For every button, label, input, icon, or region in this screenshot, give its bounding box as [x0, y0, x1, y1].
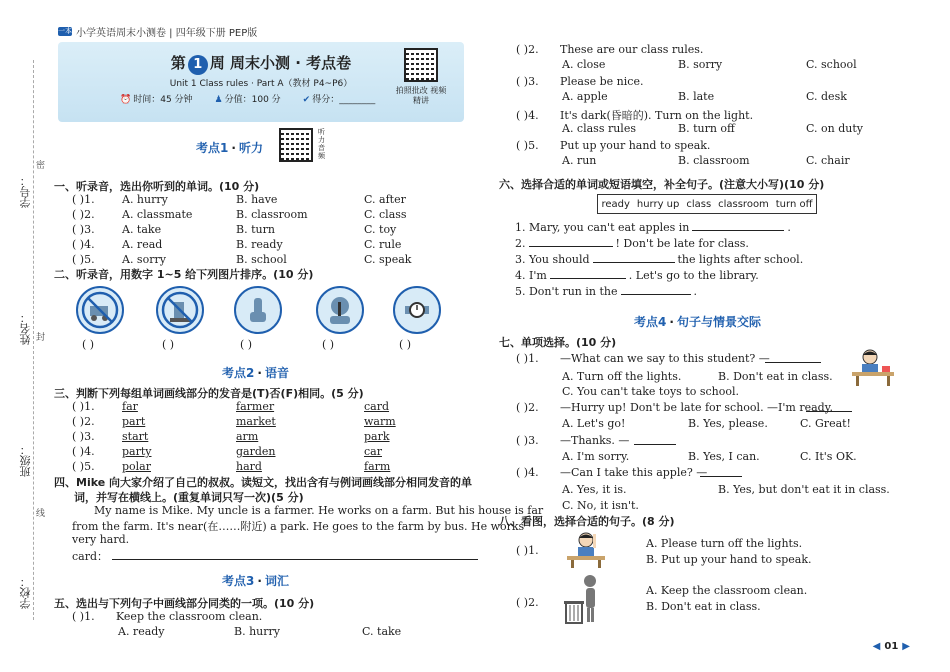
- answer-paren[interactable]: ( )4.: [516, 109, 539, 122]
- hand-up-icon: [234, 286, 282, 334]
- school-label: 学校：: [19, 576, 32, 609]
- choice-question: [516, 401, 833, 414]
- answer-paren[interactable]: ( )1.: [72, 193, 95, 206]
- example-word: card：: [72, 550, 109, 563]
- fill-blank-tail: ! Don't be late for class.: [615, 237, 749, 250]
- option-c: C. chair: [806, 154, 850, 167]
- choice-option-text: B. Yes, please.: [688, 417, 768, 430]
- audio-qr-note: 听力音频: [318, 128, 325, 160]
- option-a: A. read: [122, 238, 163, 251]
- phonics-word: farmer: [236, 400, 275, 413]
- page-footer: [873, 641, 910, 652]
- choice-option-text: B. Don't eat in class.: [718, 370, 833, 383]
- q4-title-line1: 四、Mike 向大家介绍了自己的叔叔。读短文，找出含有与例词画线部分相同发音的单: [54, 476, 473, 489]
- option-a: A. class rules: [562, 122, 636, 135]
- option-c: C. class: [364, 208, 407, 221]
- answer-paren[interactable]: ( )1.: [72, 400, 95, 413]
- listen-item: [72, 193, 406, 206]
- class-label: 班级：: [19, 444, 32, 477]
- exam-meta: ⏰ 时间：45 分钟 ♟ 分值：100 分 ✔ 得分：________: [120, 95, 376, 105]
- page-title: 第 1 周 周末小测 · 考点卷: [58, 52, 464, 75]
- option-a: A. run: [562, 154, 597, 167]
- choice-option: [718, 370, 833, 383]
- answer-paren[interactable]: ( )4.: [516, 466, 539, 479]
- seal-xian: 线: [36, 509, 46, 519]
- answer-paren[interactable]: ( )2.: [516, 596, 539, 609]
- fill-blank-item: [515, 268, 759, 282]
- choice-stem: —Hurry up! Don't be late for school. —I'm ready.: [560, 401, 833, 414]
- choice-option-text: B. Yes, but don't eat it in class.: [718, 483, 890, 496]
- vocab-sentence: It's dark(昏暗的). Turn on the light.: [560, 109, 754, 122]
- check-icon: ✔: [302, 95, 311, 105]
- choice-option: [688, 417, 768, 430]
- fill-blank-lead: 1. Mary, you can't eat apples in: [515, 221, 690, 234]
- choice-question: [516, 352, 770, 365]
- choice-option: [800, 450, 857, 463]
- passage-line-2: from the farm. It's near(在……附近) a park. He goes to the farm by bus. He works: [72, 520, 525, 533]
- vocab-question: [516, 75, 643, 88]
- answer-paren[interactable]: ( )2.: [516, 43, 539, 56]
- picture-option-text: B. Put up your hand to speak.: [646, 553, 812, 566]
- vocab-sentence: Please be nice.: [560, 75, 644, 88]
- fill-blank-tail: . Let's go to the library.: [628, 269, 759, 282]
- option-a: A. hurry: [122, 193, 168, 206]
- phonics-word: arm: [236, 430, 259, 443]
- phonics-item: [72, 445, 382, 458]
- vocab-sentence: These are our class rules.: [560, 43, 704, 56]
- vocab-sentence: Put up your hand to speak.: [560, 139, 711, 152]
- fill-blank-line[interactable]: [529, 236, 613, 247]
- header-card: [58, 42, 464, 122]
- option-a: A. ready: [118, 625, 165, 638]
- name-label: 姓名：: [19, 312, 32, 345]
- no-eating-icon: [156, 286, 204, 334]
- picture-option: [646, 600, 761, 613]
- phonics-word: hard: [236, 460, 262, 473]
- picture-question: [516, 596, 539, 609]
- choice-option-text: A. Turn off the lights.: [562, 370, 682, 383]
- order-blank-1[interactable]: ( ): [82, 338, 95, 351]
- choice-option: [562, 417, 625, 430]
- choice-option-text: C. No, it isn't.: [562, 499, 639, 512]
- brand-bar: [58, 24, 257, 39]
- q4-title-line2: 词，并写在横线上。(重复单词只写一次)(5 分): [74, 491, 304, 504]
- vocab-question: [516, 107, 753, 123]
- reply-blank-line[interactable]: [765, 352, 821, 363]
- phonics-word: farm: [364, 460, 391, 473]
- option-c: C. on duty: [806, 122, 863, 135]
- answer-paren[interactable]: ( )3.: [516, 75, 539, 88]
- option-c: C. speak: [364, 253, 412, 266]
- option-b: B. hurry: [234, 625, 280, 638]
- listen-item: [72, 253, 412, 266]
- fill-blank-item: [515, 220, 791, 234]
- watch-icon: [393, 286, 441, 334]
- option-b: B. ready: [236, 238, 283, 251]
- answer-paren[interactable]: ( )5.: [72, 253, 95, 266]
- choice-option: [688, 450, 760, 463]
- order-blank-2[interactable]: ( ): [162, 338, 175, 351]
- word-bank-item: class: [686, 198, 712, 210]
- choice-option-text: A. Yes, it is.: [562, 483, 627, 496]
- option-b: B. classroom: [236, 208, 308, 221]
- picture-option-text: B. Don't eat in class.: [646, 600, 761, 613]
- example-row: [72, 548, 478, 564]
- option-c: C. toy: [364, 223, 397, 236]
- order-blank-3[interactable]: ( ): [240, 338, 253, 351]
- answer-paren[interactable]: ( )1.: [516, 544, 539, 557]
- fill-blank-item: [515, 284, 697, 298]
- q6-title: 六、选择合适的单词或短语填空，补全句子。(注意大小写)(10 分): [499, 178, 825, 191]
- option-a: A. close: [562, 58, 606, 71]
- phonics-item: [72, 400, 390, 413]
- student-raising-hand-picture: [563, 530, 609, 568]
- fill-blank-line[interactable]: [692, 220, 784, 231]
- option-c: C. take: [362, 625, 402, 638]
- reply-blank-line[interactable]: [700, 466, 742, 477]
- phonics-word: car: [364, 445, 382, 458]
- picture-question: [516, 544, 539, 557]
- fill-blank-lead: 3. You should: [515, 253, 590, 266]
- option-b: B. late: [678, 90, 715, 103]
- order-blank-5[interactable]: ( ): [399, 338, 412, 351]
- order-blank-4[interactable]: ( ): [322, 338, 335, 351]
- answer-paren[interactable]: ( )4.: [72, 445, 95, 458]
- option-b: B. classroom: [678, 154, 750, 167]
- seal-mi: 密: [36, 161, 46, 171]
- answer-paren[interactable]: ( )3.: [72, 223, 95, 236]
- fill-blank-item: [515, 236, 749, 250]
- choice-stem: —What can we say to this student? —: [560, 352, 770, 365]
- vocab-question: [516, 139, 710, 152]
- reply-blank-line[interactable]: [806, 401, 852, 412]
- option-a: A. take: [122, 223, 162, 236]
- binding-margin: [0, 0, 44, 672]
- word-bank-item: hurry up: [636, 198, 680, 210]
- phonics-item: [72, 415, 396, 428]
- answer-paren[interactable]: ( )2.: [516, 401, 539, 414]
- choice-option-text: C. Great!: [800, 417, 851, 430]
- answer-paren[interactable]: ( )5.: [516, 139, 539, 152]
- phonics-word: part: [122, 415, 146, 428]
- choice-stem: —Thanks. —: [560, 434, 630, 447]
- fill-blank-item: [515, 252, 803, 266]
- phonics-word: start: [122, 430, 149, 443]
- quiet-icon: [316, 286, 364, 334]
- option-c: C. after: [364, 193, 406, 206]
- choice-option: [562, 499, 639, 512]
- no-toys-icon: [76, 286, 124, 334]
- example-answer-line[interactable]: [112, 549, 478, 560]
- fill-blank-tail: .: [693, 285, 697, 298]
- choice-option-text: C. It's OK.: [800, 450, 857, 463]
- q2-title: 二、听录音，用数字 1~5 给下列图片排序。(10 分): [54, 268, 314, 281]
- choice-option: [800, 417, 851, 430]
- phonics-item: [72, 430, 390, 443]
- vocab-question: [72, 610, 262, 623]
- option-a: A. classmate: [122, 208, 193, 221]
- choice-question: [516, 466, 707, 479]
- option-b: B. school: [236, 253, 287, 266]
- student-id-label: 学号：: [19, 175, 32, 208]
- picture-option-text: A. Keep the classroom clean.: [646, 584, 808, 597]
- phonics-word: park: [364, 430, 390, 443]
- choice-option: [562, 450, 629, 463]
- choice-option-text: B. Yes, I can.: [688, 450, 760, 463]
- page-number: 01: [884, 641, 899, 652]
- q8-title: 八、看图，选择合适的句子。(8 分): [499, 515, 675, 528]
- option-c: C. desk: [806, 90, 847, 103]
- fill-blank-line[interactable]: [593, 252, 675, 263]
- answer-paren[interactable]: ( )3.: [516, 434, 539, 447]
- choice-question: [516, 434, 629, 447]
- answer-paren[interactable]: ( )2.: [72, 415, 95, 428]
- option-b: B. turn: [236, 223, 275, 236]
- word-bank-item: ready: [601, 198, 630, 210]
- choice-option-text: A. Let's go!: [562, 417, 626, 430]
- picture-option-text: A. Please turn off the lights.: [646, 537, 803, 550]
- phonics-word: market: [236, 415, 276, 428]
- audio-qr-icon[interactable]: [279, 128, 313, 162]
- next-page-icon[interactable]: ▶: [902, 641, 910, 652]
- choice-stem: —Can I take this apple? —: [560, 466, 708, 479]
- vocab-question: [516, 43, 703, 56]
- reply-blank-line[interactable]: [634, 434, 676, 445]
- answer-paren[interactable]: ( )4.: [72, 238, 95, 251]
- fill-blank-lead: 5. Don't run in the: [515, 285, 618, 298]
- qr-caption: 拍照批改 视频精讲: [395, 86, 447, 105]
- answer-paren[interactable]: ( )5.: [72, 460, 95, 473]
- answer-paren[interactable]: ( )2.: [72, 208, 95, 221]
- fill-blank-tail: .: [787, 221, 791, 234]
- fill-blank-tail: the lights after school.: [677, 253, 804, 266]
- prev-page-icon[interactable]: ◀: [872, 641, 881, 652]
- fill-blank-lead: 4. I'm: [515, 269, 547, 282]
- q5-title: 五、选出与下列句子中画线部分同类的一项。(10 分): [54, 597, 315, 610]
- q3-title: 三、判断下列每组单词画线部分的发音是(T)否(F)相同。(5 分): [54, 387, 364, 400]
- phonics-word: card: [364, 400, 390, 413]
- section-head-4: 考点4 · 句子与情景交际: [634, 315, 761, 329]
- picture-option: [646, 553, 812, 566]
- phonics-word: party: [122, 445, 152, 458]
- seal-feng: 封: [36, 333, 46, 343]
- option-a: A. apple: [562, 90, 608, 103]
- choice-option: [562, 370, 681, 383]
- picture-option: [646, 537, 802, 550]
- brand-text: 小学英语周末小测卷 | 四年级下册 PEP版: [76, 28, 258, 39]
- option-b: B. sorry: [678, 58, 723, 71]
- section-head-2: 考点2 · 语音: [222, 366, 289, 380]
- person-icon: ♟: [214, 95, 223, 105]
- answer-paren[interactable]: ( )3.: [72, 430, 95, 443]
- passage-line-3: very hard.: [72, 533, 130, 546]
- word-bank-item: turn off: [775, 198, 813, 210]
- phonics-item: [72, 460, 391, 473]
- answer-paren[interactable]: ( )1.: [72, 610, 95, 623]
- clock-icon: ⏰: [120, 95, 132, 105]
- fill-blank-line[interactable]: [550, 268, 626, 279]
- qr-code-icon[interactable]: [404, 48, 438, 82]
- phonics-word: garden: [236, 445, 276, 458]
- phonics-word: far: [122, 400, 138, 413]
- phonics-word: warm: [364, 415, 396, 428]
- brand-logo: 一本: [58, 27, 72, 35]
- fill-blank-line[interactable]: [621, 284, 691, 295]
- option-a: A. sorry: [122, 253, 166, 266]
- vocab-sentence: Keep the classroom clean.: [116, 610, 263, 623]
- option-c: C. rule: [364, 238, 402, 251]
- word-bank-item: classroom: [718, 198, 769, 210]
- choice-option-text: A. I'm sorry.: [562, 450, 630, 463]
- fill-blank-lead: 2.: [515, 237, 526, 250]
- passage-line-1: My name is Mike. My uncle is a farmer. He works on a farm. But his house is far: [94, 504, 544, 517]
- option-b: B. turn off: [678, 122, 735, 135]
- choice-option: [562, 385, 739, 398]
- section-head-1: 考点1 · 听力: [196, 141, 263, 155]
- q1-title: 一、听录音，选出你听到的单词。(10 分): [54, 180, 260, 193]
- section-head-3: 考点3 · 词汇: [222, 574, 289, 588]
- word-bank: [597, 194, 817, 214]
- week-number-badge: 1: [188, 55, 208, 75]
- student-at-desk-picture: [848, 348, 898, 386]
- choice-option: [718, 483, 890, 496]
- answer-paren[interactable]: ( )1.: [516, 352, 539, 365]
- listen-item: [72, 238, 402, 251]
- listen-item: [72, 223, 397, 236]
- option-c: C. school: [806, 58, 857, 71]
- q7-title: 七、单项选择。(10 分): [499, 336, 617, 349]
- picture-option: [646, 584, 807, 597]
- choice-option-text: C. You can't take toys to school.: [562, 385, 740, 398]
- phonics-word: polar: [122, 460, 151, 473]
- listen-item: [72, 208, 407, 221]
- trash-bin-picture: [560, 573, 606, 625]
- unit-subtitle: Unit 1 Class rules · Part A（教材 P4~P6）: [169, 79, 353, 89]
- option-b: B. have: [236, 193, 278, 206]
- choice-option: [562, 483, 627, 496]
